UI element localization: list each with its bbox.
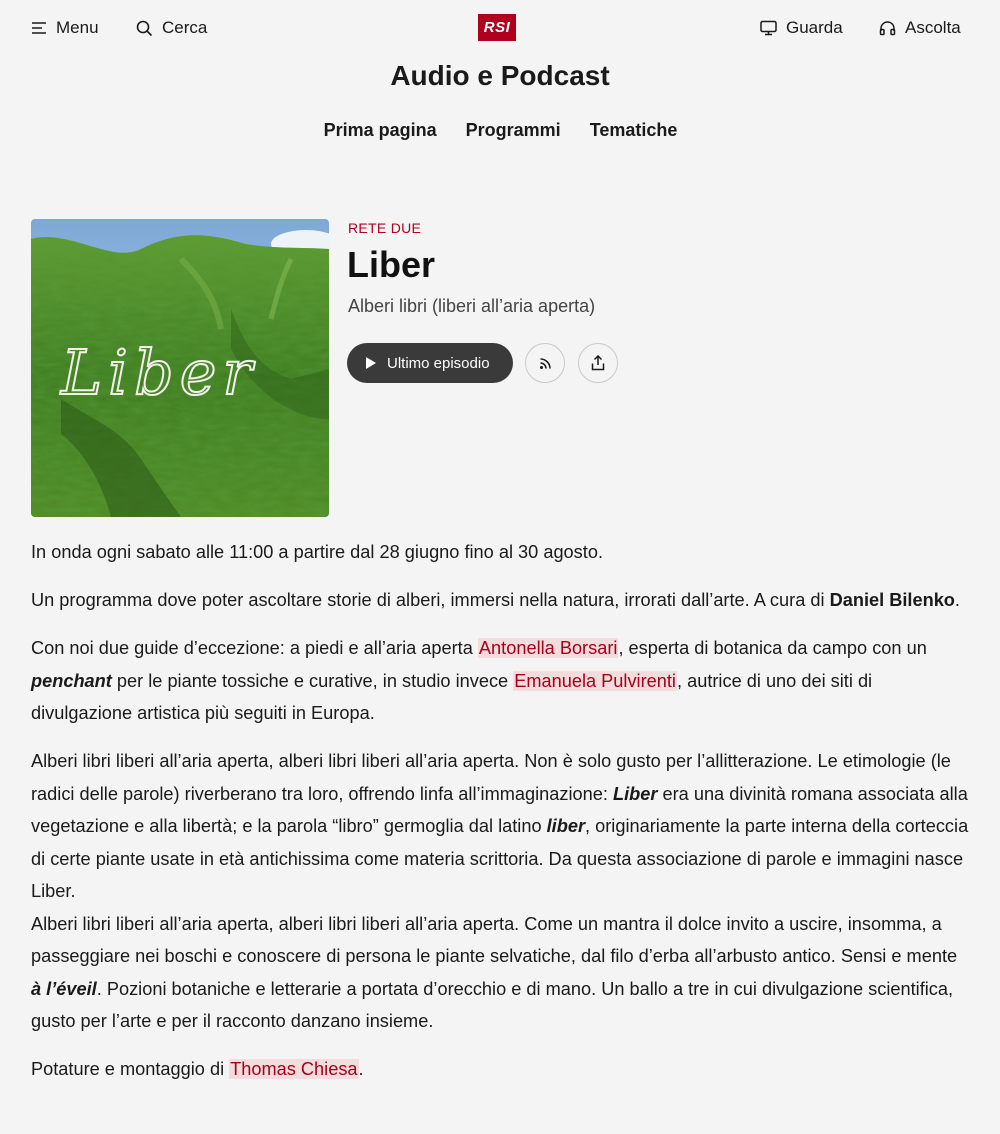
program-subtitle: Alberi libri (liberi all’aria aperta): [348, 296, 596, 316]
search-icon: [136, 20, 153, 37]
subnav-prima-pagina[interactable]: Prima pagina: [323, 120, 437, 140]
description-paragraph: [31, 745, 971, 908]
sub-navigation: [0, 120, 1000, 141]
channel-label[interactable]: RETE DUE: [348, 220, 422, 236]
watch-button[interactable]: [760, 14, 843, 42]
menu-icon: [31, 21, 47, 35]
program-cover-image: [31, 219, 329, 517]
tv-icon: [760, 20, 777, 36]
share-icon: [591, 355, 605, 371]
description-paragraph: [31, 632, 971, 730]
description-paragraph: [31, 536, 971, 569]
description-paragraph: [31, 584, 971, 617]
description-text: .: [954, 590, 960, 610]
emphasis-text: Liber: [612, 783, 658, 804]
listen-button[interactable]: [879, 14, 961, 42]
emphasis-text: penchant: [31, 670, 112, 691]
rss-button[interactable]: [525, 343, 565, 383]
search-button[interactable]: [136, 14, 207, 42]
description-paragraph: [31, 1053, 971, 1086]
listen-label: Ascolta: [905, 18, 961, 37]
emphasis-text: liber: [546, 816, 586, 836]
description-text: per le piante tossiche e curative, in studio invece: [111, 670, 514, 691]
rsi-logo[interactable]: [478, 14, 516, 41]
description-text: Potature e montaggio di: [31, 1059, 230, 1079]
description-text: Alberi libri liberi all’aria aperta, alberi libri liberi all’aria aperta. Non è solo gusto per l’allitterazione. Le etimologie (le radici delle parole) riverberano tra loro, offrendo linfa all’immaginazione:: [31, 751, 951, 804]
search-label: Cerca: [162, 18, 208, 37]
author-name: Daniel Bilenko: [829, 590, 955, 610]
emphasis-text: à l’éveil: [31, 978, 97, 999]
logo-text: RSI: [483, 19, 511, 36]
description-text: Alberi libri liberi all’aria aperta, alberi libri liberi all’aria aperta. Come un mantra il dolce invito a uscire, insomma, a passeggiare nei boschi e conoscere di persona le piante selvatiche, dal filo d’erba all’arbusto antico. Sensi e mente: [31, 913, 958, 966]
section-title[interactable]: Audio e Podcast: [390, 60, 610, 91]
subnav-programmi[interactable]: Programmi: [465, 120, 561, 140]
cover-logo-text: Liber: [61, 336, 259, 409]
top-bar: [0, 0, 1000, 56]
link-antonella-borsari[interactable]: Antonella Borsari: [478, 638, 618, 658]
latest-episode-label: Ultimo episodio: [387, 354, 490, 372]
description-text: , autrice di uno dei siti di divulgazione artistica più seguiti in Europa.: [31, 670, 873, 723]
description-text: era una divinità romana associata alla vegetazione e alla libertà; e la parola “libro” germoglia dal latino: [31, 783, 968, 836]
headphones-icon: [879, 20, 896, 36]
description-text: , originariamente la parte interna della corteccia di certe piante usate in età antichissima come materia scrittoria. Da questa associazione di parole e immagini nasce Liber.: [31, 816, 969, 901]
description-text: In onda ogni sabato alle 11:00 a partire dal 28 giugno fino al 30 agosto.: [31, 542, 603, 562]
description-text: , esperta di botanica da campo con un: [618, 638, 927, 658]
latest-episode-button[interactable]: [347, 343, 513, 383]
description-text: Un programma dove poter ascoltare storie di alberi, immersi nella natura, irrorati dall’arte. A cura di: [31, 590, 830, 610]
watch-label: Guarda: [786, 18, 843, 37]
program-description: [31, 536, 971, 1101]
subnav-tematiche[interactable]: Tematiche: [589, 120, 678, 140]
link-emanuela-pulvirenti[interactable]: Emanuela Pulvirenti: [514, 670, 676, 691]
description-text: Con noi due guide d’eccezione: a piedi e all’aria aperta: [31, 638, 478, 658]
program-title: Liber: [347, 244, 436, 285]
menu-button[interactable]: [31, 14, 99, 42]
menu-label: Menu: [56, 18, 99, 37]
link-thomas-chiesa[interactable]: Thomas Chiesa: [230, 1059, 358, 1079]
description-text: .: [358, 1059, 364, 1079]
description-paragraph: [31, 908, 971, 1038]
rss-icon: [539, 357, 552, 370]
share-button[interactable]: [578, 343, 618, 383]
play-icon: [365, 356, 377, 370]
description-text: . Pozioni botaniche e letterarie a portata d’orecchio e di mano. Un ballo a tre in cui divulgazione scientifica, gusto per l’arte e per il racconto danzano insieme.: [31, 978, 954, 1031]
